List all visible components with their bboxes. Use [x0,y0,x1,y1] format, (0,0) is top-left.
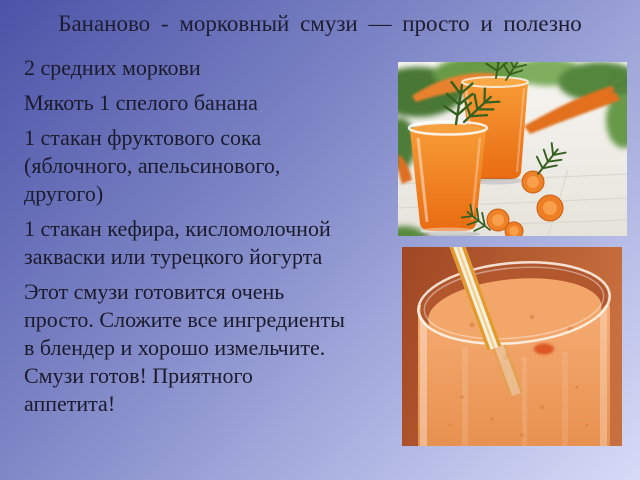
smoothie-closeup-photo [402,247,622,446]
ingredient-kefir: 1 стакан кефира, кисломолочной закваски или турецкого йогурта [24,216,331,269]
smoothie-glass [415,255,613,446]
slide-title: Бананово - морковный смузи — просто и полезно [58,11,582,36]
instructions-paragraph: Этот смузи готовится очень просто. Сложите все ингредиенты в блендер и хорошо измельчите. Смузи готов! Приятного аппетита! [24,279,345,416]
carrot-juice-glasses-photo [398,62,627,236]
ingredient-carrots: 2 средних моркови [24,55,201,80]
ingredient-banana: Мякоть 1 спелого банана [24,90,258,115]
berry-fleck [534,344,554,355]
ingredient-juice: 1 стакан фруктового сока (яблочного, апельсинового, другого) [24,125,281,206]
recipe-text-block [24,54,348,425]
